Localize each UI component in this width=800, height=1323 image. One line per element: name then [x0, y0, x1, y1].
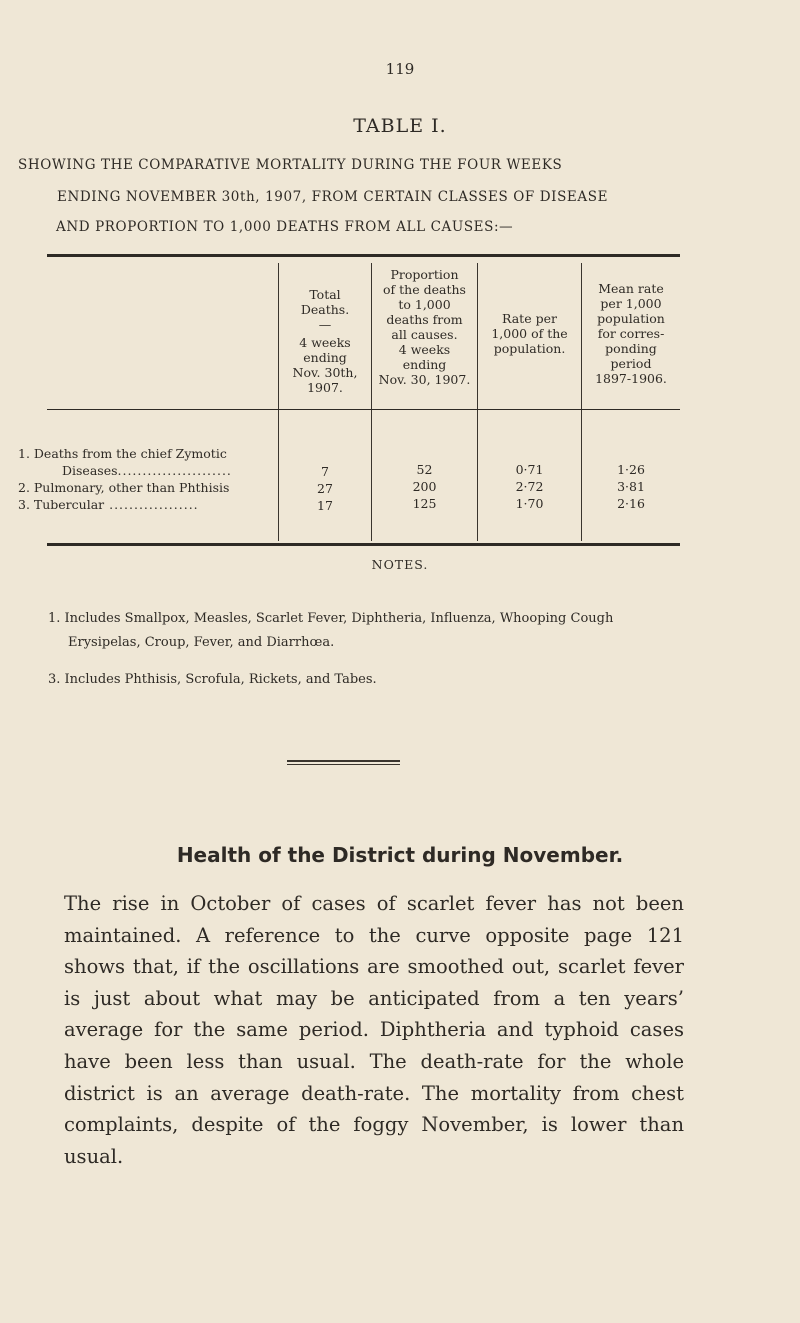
note-3: 3. Includes Phthisis, Scrofula, Rickets, and Tabes. [48, 672, 377, 687]
cell-rate: 2·72 [515, 479, 544, 494]
row-label: 3. Tubercular .................. [18, 497, 199, 512]
table-header-rule [47, 409, 680, 410]
page-number: 119 [385, 60, 415, 78]
section-heading: Health of the District during November. [176, 843, 624, 867]
cell-proportion: 52 [416, 462, 433, 477]
cell-rate: 1·70 [515, 496, 544, 511]
cell-rate: 0·71 [515, 462, 544, 477]
table-bottom-rule [47, 543, 680, 546]
cell-mean-rate: 2·16 [617, 496, 645, 511]
cell-mean-rate: 3·81 [617, 479, 645, 494]
table-title: TABLE I. [353, 115, 447, 137]
row-label: Diseases....................... [62, 463, 232, 478]
cell-mean-rate: 1·26 [617, 462, 645, 477]
table-heading-line: ENDING NOVEMBER 30th, 1907, FROM CERTAIN CLASSES OF DISEASE [57, 189, 609, 205]
cell-total: 17 [317, 498, 333, 513]
decorative-divider [287, 760, 400, 765]
row-label-text: Diseases [62, 463, 118, 478]
column-header-mean-rate: Mean rate per 1,000 population for corres- ponding period 1897-1906. [595, 281, 667, 386]
column-header-total-deaths: Total Deaths. — 4 weeks ending Nov. 30th, 1907. [292, 287, 358, 395]
cell-proportion: 200 [412, 479, 437, 494]
column-header-rate: Rate per 1,000 of the population. [491, 311, 568, 356]
row-label-text: 3. Tubercular [18, 497, 105, 512]
cell-total: 7 [321, 464, 329, 479]
body-paragraph: The rise in October of cases of scarlet fever has not been maintained. A reference to the curve opposite page 121 shows that, if the oscillations are smoothed out, scarlet fever is just about what may be anticipated from a ten years’ average for the same period. Diphtheria and typhoid cases have been less than usual. The death-rate for the whole district is an average death-rate. The mortality from chest complaints, despite of the foggy November, is lower than usual. [64, 892, 684, 1168]
cell-proportion: 125 [412, 496, 437, 511]
table-top-rule [47, 254, 680, 257]
column-header-proportion: Proportion of the deaths to 1,000 deaths from all causes. 4 weeks ending Nov. 30, 1907. [378, 267, 471, 387]
notes-title: NOTES. [371, 557, 429, 572]
cell-total: 27 [317, 481, 333, 496]
table-heading-line: AND PROPORTION TO 1,000 DEATHS FROM ALL CAUSES:— [56, 219, 514, 235]
note-1: 1. Includes Smallpox, Measles, Scarlet Fever, Diphtheria, Influenza, Whooping Cough Erysipelas, Croup, Fever, and Diarrhœa. [48, 611, 614, 650]
row-label: 2. Pulmonary, other than Phthisis [18, 480, 230, 495]
row-label: 1. Deaths from the chief Zymotic [18, 446, 227, 461]
table-heading-line: SHOWING THE COMPARATIVE MORTALITY DURING THE FOUR WEEKS [18, 157, 563, 173]
